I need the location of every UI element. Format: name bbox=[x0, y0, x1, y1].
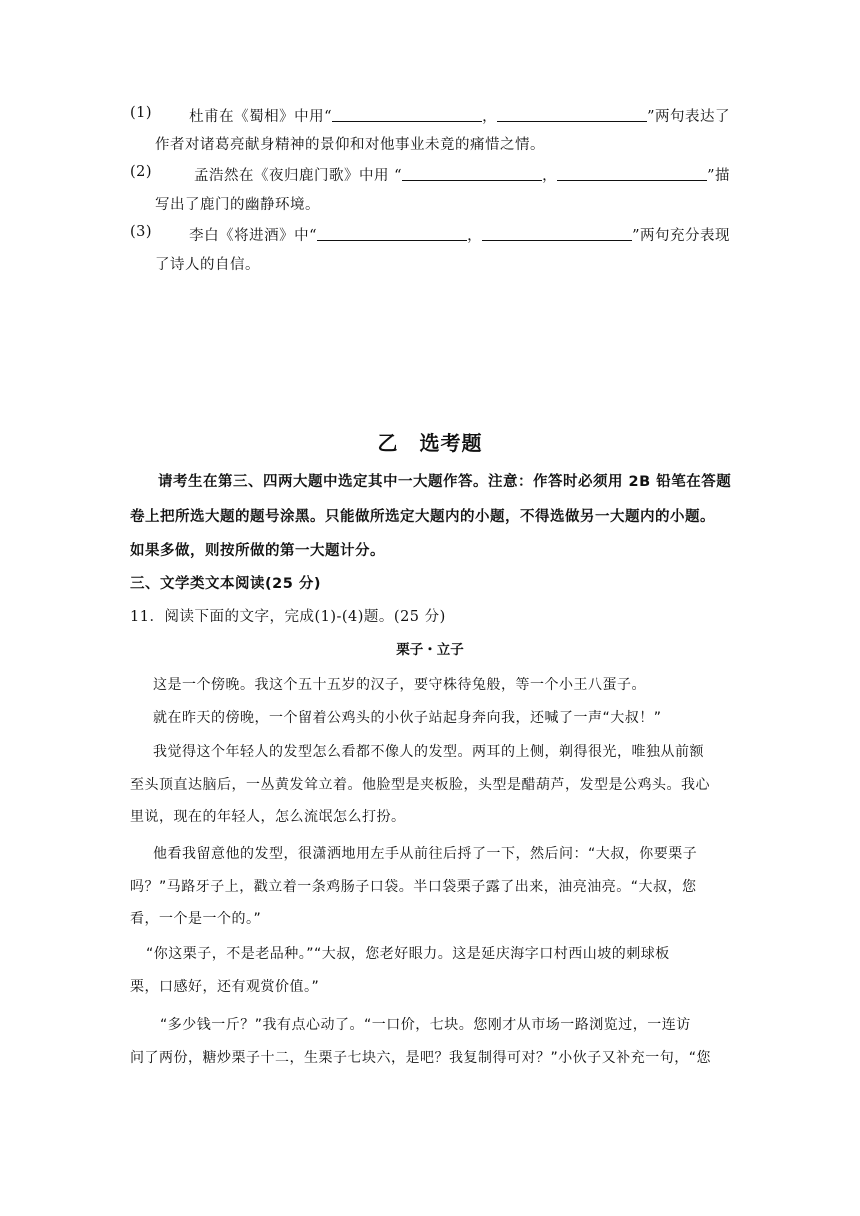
part-heading: 三、文学类文本阅读(25 分) bbox=[130, 576, 321, 592]
answer-blank-3b[interactable] bbox=[482, 226, 632, 241]
question-3-line-1 bbox=[130, 224, 730, 245]
question-11-prompt: 11．阅读下面的文字，完成(1)-(4)题。(25 分) bbox=[130, 609, 446, 625]
question-1-line-1 bbox=[130, 105, 730, 126]
story-line: 我觉得这个年轻人的发型怎么看都不像人的发型。两耳的上侧，剃得很光，唯独从前额 bbox=[153, 744, 704, 760]
answer-blank-3a[interactable] bbox=[317, 226, 467, 241]
story-line: 这是一个傍晚。我这个五十五岁的汉子，要守株待兔般，等一个小王八蛋子。 bbox=[153, 677, 646, 693]
story-line: 吗？”马路牙子上，戳立着一条鸡肠子口袋。半口袋栗子露了出来，油亮油亮。“大叔，您 bbox=[130, 879, 697, 895]
question-3-comma: ， bbox=[467, 228, 483, 244]
story-line: 栗，口感好，还有观赏价值。” bbox=[130, 979, 320, 995]
answer-blank-1b[interactable] bbox=[497, 107, 647, 122]
question-2-line-1 bbox=[130, 164, 730, 185]
question-2-number: (2) bbox=[130, 164, 153, 180]
answer-blank-2a[interactable] bbox=[402, 166, 542, 181]
story-line: 就在昨天的傍晚，一个留着公鸡头的小伙子站起身奔向我，还喊了一声“大叔！” bbox=[153, 710, 662, 726]
notice-line-3: 如果多做，则按所做的第一大题计分。 bbox=[130, 543, 385, 559]
question-3-line-2: 了诗人的自信。 bbox=[155, 257, 260, 273]
question-2-comma: ， bbox=[542, 168, 558, 184]
notice-line-1: 请考生在第三、四两大题中选定其中一大题作答。注意：作答时必须用 2B 铅笔在答题 bbox=[158, 474, 732, 490]
story-line: 问了两份，糖炒栗子十二，生栗子七块六，是吧？我复制得可对？”小伙子又补充一句，“您 bbox=[130, 1050, 712, 1066]
answer-blank-2b[interactable] bbox=[557, 166, 707, 181]
story-line: “你这栗子，不是老品种。”“大叔，您老好眼力。这是延庆海字口村西山坡的刺球板 bbox=[146, 946, 670, 962]
story-line: 看，一个是一个的。” bbox=[130, 911, 262, 927]
answer-blank-1a[interactable] bbox=[332, 107, 482, 122]
story-line: 他看我留意他的发型，很潇洒地用左手从前往后捋了一下，然后问：“大叔，你要栗子 bbox=[153, 846, 698, 862]
story-title: 栗子・立子 bbox=[396, 642, 464, 658]
question-2-text-pre: 孟浩然在《夜归鹿门歌》中用 “ bbox=[194, 168, 403, 184]
question-1-number: (1) bbox=[130, 105, 153, 121]
question-1-text-post: ”两句表达了 bbox=[647, 109, 730, 125]
question-2-text-post: ”描 bbox=[707, 168, 730, 184]
question-1-text-pre: 杜甫在《蜀相》中用“ bbox=[189, 109, 333, 125]
question-3-text-pre: 李白《将进酒》中“ bbox=[189, 228, 318, 244]
question-2-line-2: 写出了鹿门的幽静环境。 bbox=[155, 197, 320, 213]
question-3-number: (3) bbox=[130, 224, 153, 240]
notice-line-2: 卷上把所选大题的题号涂黑。只能做所选定大题内的小题，不得选做另一大题内的小题。 bbox=[130, 509, 715, 525]
story-line: “多少钱一斤？”我有点心动了。“一口价，七块。您刚才从市场一路浏览过，一连访 bbox=[160, 1017, 691, 1033]
story-line: 至头顶直达脑后，一丛黄发耸立着。他脸型是夹板脸，头型是醋葫芦，发型是公鸡头。我心 bbox=[130, 777, 710, 793]
story-line: 里说，现在的年轻人，怎么流氓怎么打扮。 bbox=[130, 809, 406, 825]
question-3-text-post: ”两句充分表现 bbox=[632, 228, 730, 244]
question-1-line-2: 作者对诸葛亮献身精神的景仰和对他事业未竟的痛惜之情。 bbox=[155, 137, 545, 153]
section-title: 乙 选考题 bbox=[377, 431, 483, 455]
question-1-comma: ， bbox=[482, 109, 498, 125]
